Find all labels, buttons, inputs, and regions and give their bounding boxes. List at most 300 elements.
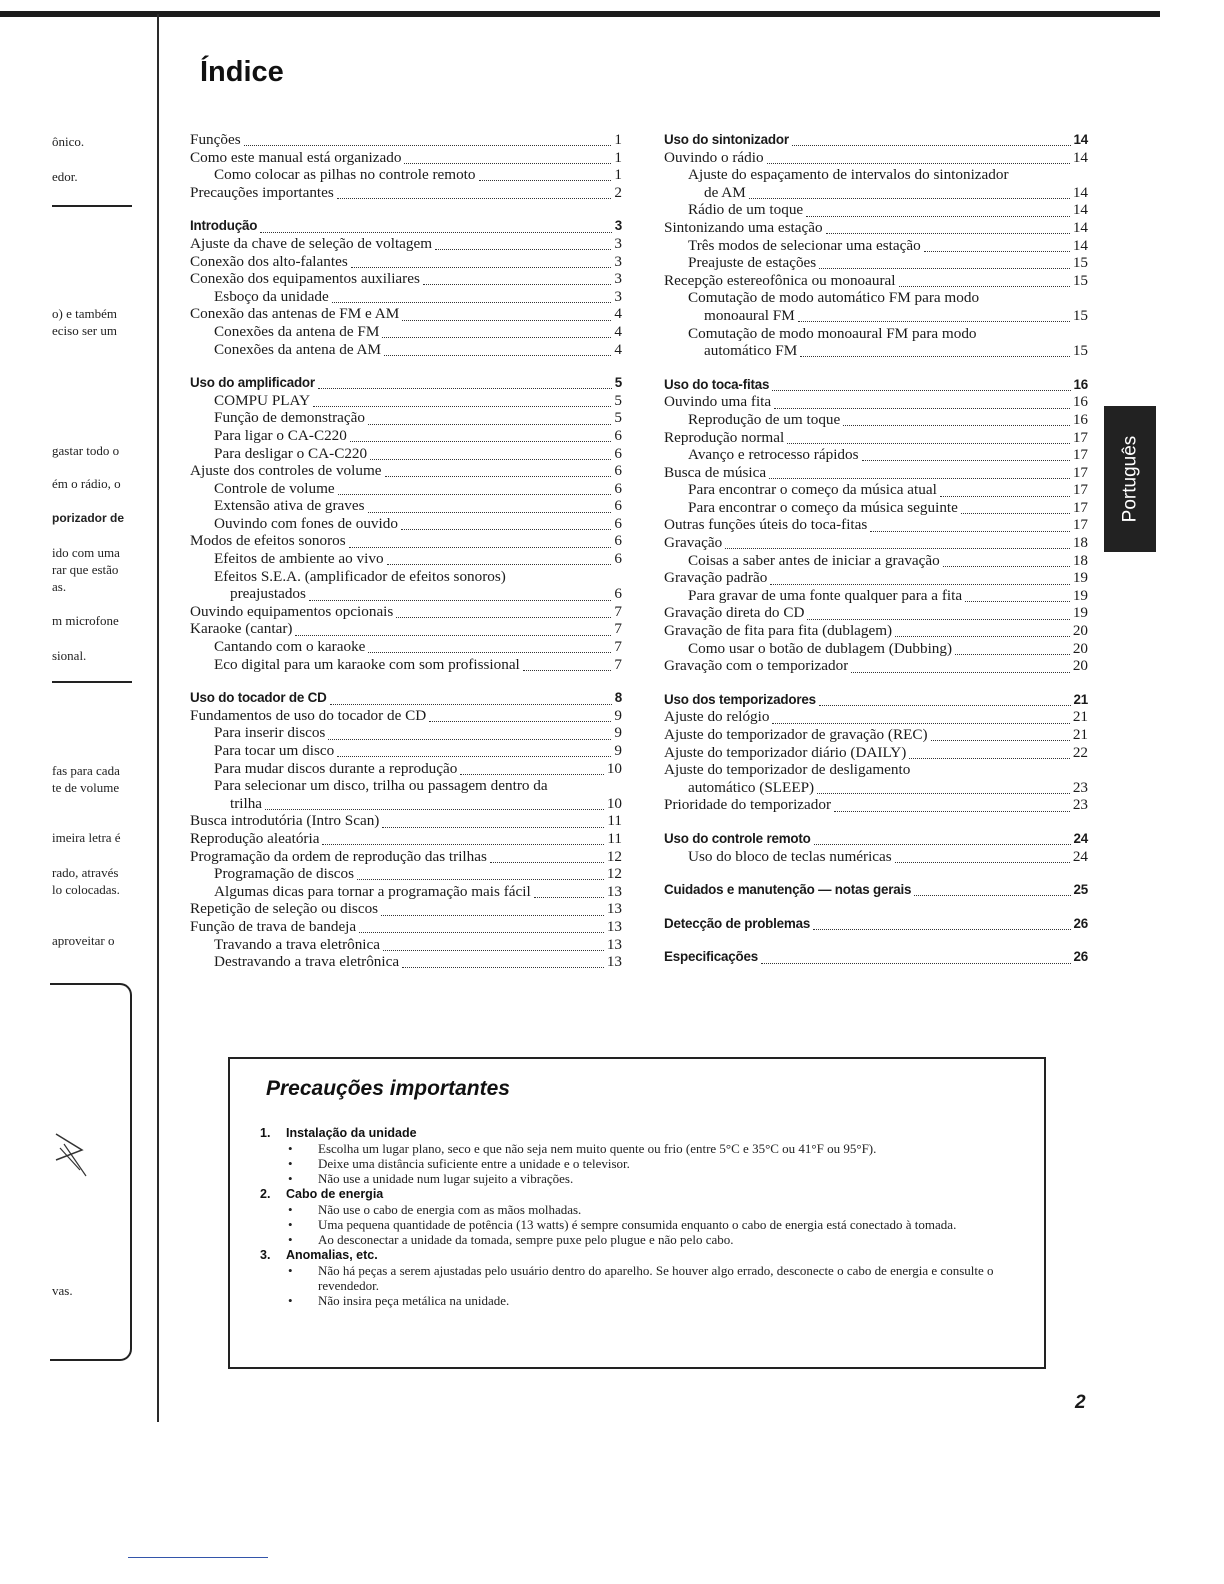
toc-entry [664,393,1088,411]
toc-page-number: 13 [606,953,622,971]
toc-leader-dots [965,597,1070,602]
toc-page-number: 9 [614,724,622,742]
toc-entry [190,936,622,954]
toc-entry-label: Conexões da antena de AM [214,340,382,358]
toc-leader-dots [313,402,611,407]
toc-entry [664,201,1088,219]
toc-entry-label: Busca de música [664,463,767,481]
toc-entry-label: Recepção estereofônica ou monoaural [664,271,896,289]
toc-entry-label: Uso do bloco de teclas numéricas [688,847,892,865]
precautions-title: Precauções importantes [266,1077,510,1100]
toc-entry-label: Funções [190,131,241,148]
toc-leader-dots [309,596,611,601]
toc-leader-dots [870,527,1070,532]
toc-entry [190,288,622,306]
toc-entry-label: Ouvindo equipamentos opcionais [190,602,394,620]
toc-entry-line: Comutação de modo monoaural FM para modo [688,324,977,342]
toc-entry [664,657,1088,675]
toc-entry-label: Ajuste do relógio [664,708,770,726]
toc-page-number: 10 [606,794,622,812]
toc-entry [664,708,1088,726]
toc-leader-dots [961,509,1070,514]
toc-leader-dots [350,437,612,442]
toc-page-number: 12 [606,865,622,883]
toc-page-number: 6 [614,550,622,568]
toc-section [664,881,1088,899]
toc-leader-dots [368,508,612,513]
margin-fragment: o) e também [52,306,117,321]
toc-page-number: 14 [1072,218,1088,236]
toc-leader-dots [931,736,1070,741]
toc-leader-dots [337,194,612,199]
toc-leader-dots [772,386,1070,391]
toc-page-number: 23 [1072,778,1088,796]
precaution-number: 1. [260,1126,271,1140]
toc-entry-label: Como este manual está organizado [190,148,402,166]
toc-entry [664,604,1088,622]
margin-fragment: ido com uma [52,545,120,560]
toc-entry [664,184,1088,202]
toc-page-number: 14 [1072,148,1088,166]
margin-rule [52,681,132,683]
toc-leader-dots [770,580,1070,585]
toc-page-number: 12 [606,847,622,865]
toc-leader-dots [955,650,1070,655]
toc-entry [190,848,622,866]
toc-entry-label: Para ligar o CA-C220 [214,426,347,444]
toc-entry-label: Uso do sintonizador [664,132,789,147]
toc-entry-label: Introdução [190,218,258,234]
toc-entry [664,342,1088,360]
toc-heading [664,948,1088,966]
toc-leader-dots [943,562,1070,567]
toc-leader-dots [787,439,1070,444]
toc-entry-label: Ajuste do temporizador de gravação (REC) [664,726,928,743]
toc-entry-label: Uso do controle remoto [664,830,811,846]
toc-page-number: 19 [1072,569,1088,587]
toc-entry-label: Precauções importantes [190,183,334,201]
toc-entry [664,744,1088,762]
toc-entry [190,184,622,202]
toc-entry [190,707,622,725]
margin-fragment: rado, através [52,865,119,880]
precaution-number: 3. [260,1248,271,1262]
toc-page-number: 14 [1072,183,1088,201]
margin-fragment: eciso ser um [52,323,117,338]
toc-entry [190,865,622,883]
toc-entry [664,587,1088,605]
toc-leader-dots [523,666,612,671]
precaution-heading [260,1186,1020,1202]
toc-leader-dots [814,840,1071,845]
toc-entry [664,272,1088,290]
precautions-box [228,1057,1046,1369]
toc-entry [190,900,622,918]
toc-heading [664,691,1088,709]
toc-entry-label: preajustados [230,585,306,603]
toc-entry-label: Ouvindo o rádio [664,148,764,166]
toc-leader-dots [460,770,603,775]
toc-entry [664,149,1088,167]
toc-entry [664,254,1088,272]
toc-page-number: 24 [1073,830,1088,846]
toc-entry [664,429,1088,447]
toc-entry [664,779,1088,797]
toc-right-column [664,131,1088,966]
toc-page-number: 13 [606,882,622,900]
toc-entry-label: Destravando a trava eletrônica [214,953,400,971]
toc-heading [664,915,1088,933]
toc-page-number: 23 [1072,796,1088,814]
toc-leader-dots [909,754,1070,759]
toc-left-column [190,131,622,971]
precaution-heading [260,1125,1020,1141]
margin-fragment: aproveitar o [52,933,115,948]
toc-entry [190,409,622,427]
toc-leader-dots [351,263,612,268]
toc-entry [190,149,622,167]
toc-leader-dots [318,384,612,389]
toc-entry-label: Ajuste do temporizador diário (DAILY) [664,743,907,761]
toc-entry-line: Comutação de modo automático FM para modo [688,289,980,307]
toc-leader-dots [895,632,1070,637]
toc-entry-line: Para selecionar um disco, trilha ou passagem dentro da [214,777,548,795]
toc-entry-label: Conexões da antena de FM [214,322,380,340]
toc-leader-dots [402,316,611,321]
toc-section [664,948,1088,966]
toc-leader-dots [381,911,604,916]
toc-page-number: 7 [614,638,622,656]
toc-entry [664,726,1088,744]
toc-page-number: 20 [1072,639,1088,657]
toc-leader-dots [368,648,611,653]
toc-entry [190,235,622,253]
margin-fragment: fas para cada [52,763,120,778]
toc-section [190,131,622,201]
toc-entry [664,640,1088,658]
toc-page-number: 14 [1072,236,1088,254]
toc-entry-label: Gravação de fita para fita (dublagem) [664,622,893,640]
toc-entry [664,552,1088,570]
toc-page-number: 22 [1072,743,1088,761]
toc-leader-dots [534,893,604,898]
toc-entry-label: Travando a trava eletrônica [214,935,381,953]
toc-entry [664,499,1088,517]
toc-page-number: 19 [1072,604,1088,622]
toc-page-number: 14 [1073,132,1088,147]
toc-entry-label: Reprodução de um toque [688,410,841,428]
toc-page-number: 8 [614,690,622,706]
toc-page-number: 26 [1073,915,1088,931]
toc-entry-label: Especificações [664,949,758,965]
toc-entry [664,219,1088,237]
toc-entry-label: Reprodução normal [664,428,785,446]
toc-entry-label: Uso do toca-fitas [664,376,770,392]
toc-entry-label: monoaural FM [704,306,795,324]
toc-entry [664,622,1088,640]
toc-leader-dots [749,194,1070,199]
margin-fragment: te de volume [52,780,120,795]
toc-entry [190,812,622,830]
toc-leader-dots [813,925,1070,930]
toc-entry-label: Ouvindo com fones de ouvido [214,514,398,532]
toc-page-number: 13 [606,900,622,918]
toc-page-number: 4 [614,305,622,323]
margin-fragment: porizador de [52,511,125,525]
toc-leader-dots [862,456,1070,461]
margin-fragment: edor. [52,169,78,184]
language-tab-label: Português [1119,435,1140,523]
toc-entry-label: Coisas a saber antes de iniciar a gravação [688,551,940,569]
toc-entry-label: Conexão das antenas de FM e AM [190,305,400,323]
toc-page-number: 18 [1072,534,1088,552]
toc-page-number: 11 [607,829,622,847]
toc-page-number: 3 [614,287,622,305]
margin-fragment: ônico. [52,134,85,149]
toc-leader-dots [798,317,1070,322]
toc-page-number: 20 [1072,657,1088,675]
toc-leader-dots [843,421,1070,426]
toc-entry-label: Extensão ativa de graves [214,497,365,515]
toc-entry [190,462,622,480]
toc-entry-label: Para gravar de uma fonte qualquer para a fita [688,586,963,604]
toc-leader-dots [767,159,1070,164]
toc-entry-label: Para desligar o CA-C220 [214,444,368,462]
toc-entry-label: Efeitos de ambiente ao vivo [214,550,384,568]
precaution-heading-text: Instalação da unidade [286,1126,417,1140]
toc-entry-label: Prioridade do temporizador [664,796,832,814]
toc-leader-dots [383,946,604,951]
toc-leader-dots [332,298,612,303]
toc-entry [664,534,1088,552]
toc-entry-label: Controle de volume [214,479,335,497]
toc-page-number: 18 [1072,551,1088,569]
toc-heading [190,217,622,235]
toc-entry-label: Ouvindo uma fita [664,393,772,411]
toc-entry [664,516,1088,534]
toc-entry-label: Modos de efeitos sonoros [190,532,346,550]
toc-page-number: 6 [614,514,622,532]
toc-entry [190,305,622,323]
toc-page-number: 13 [606,917,622,935]
toc-section [664,691,1088,814]
precaution-bullet: • Deixe uma distância suficiente entre a unidade e o televisor. [260,1156,1020,1171]
toc-leader-dots [357,875,604,880]
toc-entry [190,532,622,550]
toc-page-number: 6 [614,532,622,550]
toc-section [664,376,1088,675]
margin-fragment: as. [52,579,67,594]
toc-entry-label: Cantando com o karaoke [214,638,366,656]
toc-page-number: 7 [614,655,622,673]
toc-entry [190,131,622,149]
toc-leader-dots [819,701,1071,706]
toc-leader-dots [404,159,611,164]
toc-entry-label: Como usar o botão de dublagem (Dubbing) [688,639,953,657]
precaution-bullet: • Não insira peça metálica na unidade. [260,1293,1020,1308]
toc-entry-label: Gravação direta do CD [664,604,805,622]
toc-section [664,915,1088,933]
toc-leader-dots [769,474,1070,479]
toc-page-number: 16 [1072,410,1088,428]
toc-entry [190,585,622,603]
toc-entry-label: Para inserir discos [214,724,326,742]
toc-entry [664,411,1088,429]
toc-entry-label: Uso do tocador de CD [190,690,327,706]
toc-entry-label: Função de trava de bandeja [190,917,357,935]
precaution-heading [260,1247,1020,1263]
toc-entry-label: Outras funções úteis do toca-fitas [664,516,868,534]
margin-rule [52,205,132,207]
toc-page-number: 6 [614,444,622,462]
precaution-bullet: • Ao desconectar a unidade da tomada, sempre puxe pelo plugue e não pelo cabo. [260,1232,1020,1247]
toc-page-number: 17 [1072,481,1088,499]
toc-entry [190,323,622,341]
toc-leader-dots [800,352,1070,357]
toc-entry-label: Eco digital para um karaoke com som profissional [214,655,520,673]
toc-page-number: 4 [614,322,622,340]
toc-leader-dots [338,490,612,495]
toc-page-number: 5 [614,409,622,427]
toc-leader-dots [772,719,1069,724]
toc-entry [190,724,622,742]
toc-page-number: 21 [1073,691,1088,707]
toc-page-number: 15 [1072,254,1088,272]
toc-entry-label: Reprodução aleatória [190,829,320,847]
bottom-rule [128,1557,268,1558]
toc-heading [190,374,622,392]
toc-page-number: 6 [614,426,622,444]
toc-page-number: 1 [614,148,622,166]
toc-leader-dots [895,858,1070,863]
toc-entry-label: Gravação padrão [664,569,768,587]
toc-entry [190,427,622,445]
toc-entry-label: Preajuste de estações [688,254,817,272]
toc-entry [190,742,622,760]
toc-section [664,830,1088,865]
margin-divider [157,14,159,1422]
toc-section [190,374,622,673]
toc-entry [190,515,622,533]
toc-entry-label: Rádio de um toque [688,201,804,219]
toc-page-number: 6 [614,479,622,497]
toc-entry [664,446,1088,464]
page-title: Índice [200,56,284,88]
toc-page-number: 17 [1072,498,1088,516]
toc-entry-label: Busca introdutória (Intro Scan) [190,812,380,830]
toc-leader-dots [940,492,1070,497]
toc-leader-dots [806,212,1070,217]
toc-page-number: 20 [1072,622,1088,640]
toc-page-number: 21 [1072,726,1088,743]
toc-page-number: 1 [614,166,622,184]
toc-leader-dots [899,282,1070,287]
toc-entry [190,341,622,359]
toc-entry-label: COMPU PLAY [214,391,311,409]
toc-page-number: 3 [614,252,622,270]
toc-entry-line: Efeitos S.E.A. (amplificador de efeitos sonoros) [214,567,506,585]
toc-leader-dots [337,752,611,757]
toc-entry [664,464,1088,482]
toc-page-number: 26 [1073,949,1088,965]
margin-marks [52,1126,92,1186]
toc-entry-label: Para tocar um disco [214,742,335,759]
precaution-bullet: • Não use a unidade num lugar sujeito a vibrações. [260,1171,1020,1186]
toc-entry-label: Função de demonstração [214,409,365,427]
toc-leader-dots [295,631,611,636]
toc-entry-label: Para encontrar o começo da música seguinte [688,498,958,516]
toc-leader-dots [851,668,1070,673]
precautions-list [260,1125,1020,1308]
toc-leader-dots [826,229,1070,234]
toc-entry-label: Para encontrar o começo da música atual [688,481,937,499]
toc-leader-dots [401,525,611,530]
toc-leader-dots [807,615,1069,620]
toc-entry [664,848,1088,866]
language-tab [1104,406,1156,552]
toc-entry-line: Ajuste do espaçamento de intervalos do sintonizador [688,166,1009,184]
toc-entry [190,795,622,813]
toc-leader-dots [382,823,604,828]
toc-entry-label: Como colocar as pilhas no controle remoto [214,166,476,184]
toc-leader-dots [260,228,612,233]
toc-page-number: 15 [1072,271,1088,289]
toc-page-number: 19 [1072,586,1088,604]
toc-entry-label: Programação de discos [214,865,355,883]
toc-page-number: 17 [1072,446,1088,464]
toc-section [190,217,622,358]
page-number: 2 [1075,1392,1086,1413]
toc-entry-label: Cuidados e manutenção — notas gerais [664,882,912,898]
margin-fragment: gastar todo o [52,443,120,458]
toc-entry-label: Fundamentos de uso do tocador de CD [190,706,427,724]
toc-leader-dots [792,141,1071,146]
precaution-bullet: • Não há peças a serem ajustadas pelo usuário dentro do aparelho. Se houver algo errado, desconecte o cabo de energia e consulte o revendedor. [260,1263,1020,1293]
toc-leader-dots [359,928,604,933]
toc-leader-dots [402,963,604,968]
top-rule [0,11,1160,17]
toc-heading [664,830,1088,848]
toc-entry [190,392,622,410]
toc-leader-dots [423,280,612,285]
toc-entry-label: Karaoke (cantar) [190,620,293,638]
toc-leader-dots [435,245,611,250]
toc-leader-dots [490,858,604,863]
toc-page-number: 25 [1073,882,1088,898]
toc-leader-dots [819,264,1070,269]
margin-fragment: sional. [52,648,87,663]
precaution-bullet: • Escolha um lugar plano, seco e que não seja nem muito quente ou frio (entre 5°C e 35°C ou 41°F ou 95°F). [260,1141,1020,1156]
toc-leader-dots [330,700,612,705]
toc-leader-dots [322,840,604,845]
toc-page-number: 3 [614,234,622,252]
toc-section [190,689,622,971]
toc-entry-label: automático FM [704,342,798,360]
toc-page-number: 13 [606,935,622,953]
precaution-heading-text: Anomalias, etc. [286,1248,378,1262]
toc-page-number: 16 [1073,376,1088,392]
margin-fragment: imeira letra é [52,830,121,845]
toc-entry-label: trilha [230,794,263,812]
toc-page-number: 6 [614,497,622,515]
toc-entry-label: Avanço e retrocesso rápidos [688,446,859,464]
toc-entry [190,620,622,638]
toc-page-number: 2 [614,183,622,201]
toc-page-number: 15 [1072,306,1088,324]
toc-heading [664,376,1088,394]
toc-page-number: 16 [1072,393,1088,411]
toc-entry [190,656,622,674]
